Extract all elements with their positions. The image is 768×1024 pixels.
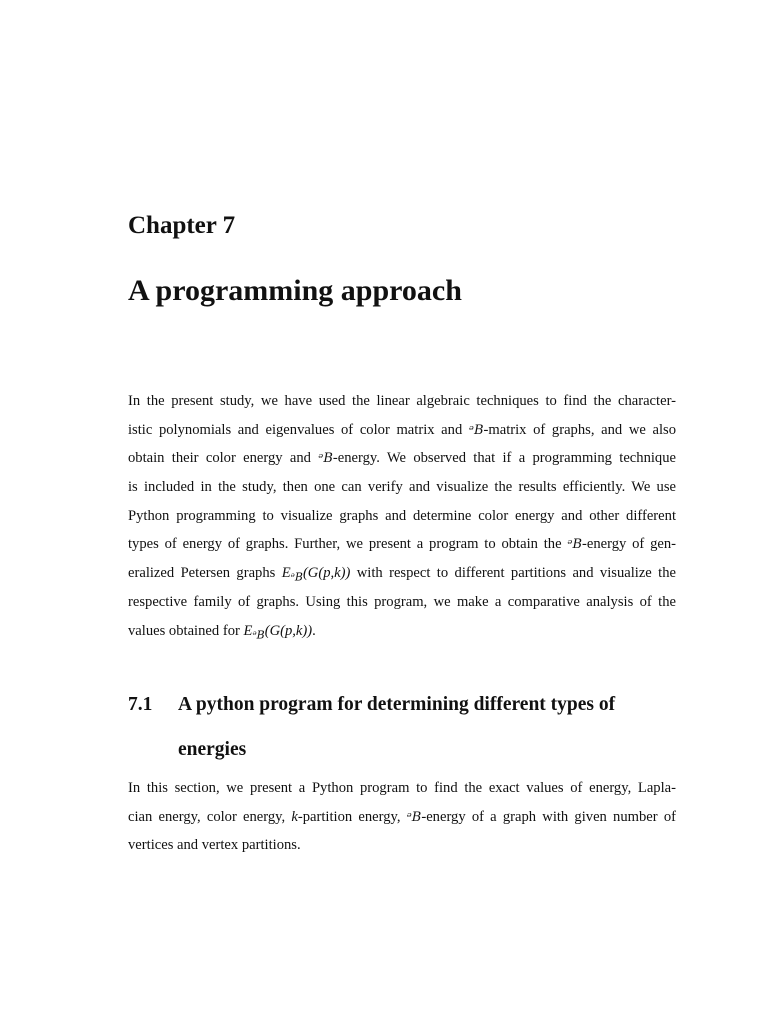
intro-paragraph (128, 387, 676, 645)
script-p-symbol: ᵊB (318, 451, 333, 467)
intro-line-6: types of energy of graphs. Further, we present a program to obtain the ᵊB-energy of gen- (128, 536, 677, 553)
section-title-line-1: A python program for determining different types of (178, 694, 616, 715)
section-line-1: In this section, we present a Python program to find the exact values of energy, Lapla- (128, 780, 676, 796)
chapter-title: A programming approach (128, 274, 462, 307)
section-paragraph (128, 774, 676, 860)
section-line-3: vertices and vertex partitions. (128, 837, 301, 854)
section-title-line-2: energies (178, 739, 247, 760)
intro-line-7: eralized Petersen graphs $E_{ᵊB}(G(p,k))$ with respect to different partitions and visualize the (128, 565, 677, 584)
section-line-2: cian energy, color energy, k-partition energy, ᵊB-energy of a graph with given number of (128, 808, 676, 825)
intro-line-1: In the present study, we have used the linear algebraic techniques to find the character- (128, 393, 676, 409)
energy-expression: $E_{ᵊB}(G(p,k))$ (243, 622, 313, 641)
script-p-symbol: ᵊB (406, 809, 422, 825)
intro-line-8: respective family of graphs. Using this program, we make a comparative analysis of the (128, 593, 676, 610)
intro-line-3: obtain their color energy and ᵊB-energy. We observed that if a programming technique (128, 450, 676, 467)
energy-expression: $E_{ᵊB}(G(p,k))$ (281, 565, 351, 584)
section-number: 7.1 (128, 694, 153, 715)
intro-line-5: Python programming to visualize graphs and determine color energy and other different (128, 507, 676, 524)
intro-line-2: istic polynomials and eigenvalues of color matrix and ᵊB-matrix of graphs, and we also (128, 421, 677, 438)
script-p-symbol: ᵊB (567, 537, 582, 553)
script-p-symbol: ᵊB (468, 422, 484, 438)
chapter-label: Chapter 7 (128, 212, 236, 239)
intro-line-4: is included in the study, then one can verify and visualize the results efficiently. We use (128, 479, 676, 496)
intro-line-9: values obtained for $E_{ᵊB}(G(p,k))$. (128, 622, 316, 641)
